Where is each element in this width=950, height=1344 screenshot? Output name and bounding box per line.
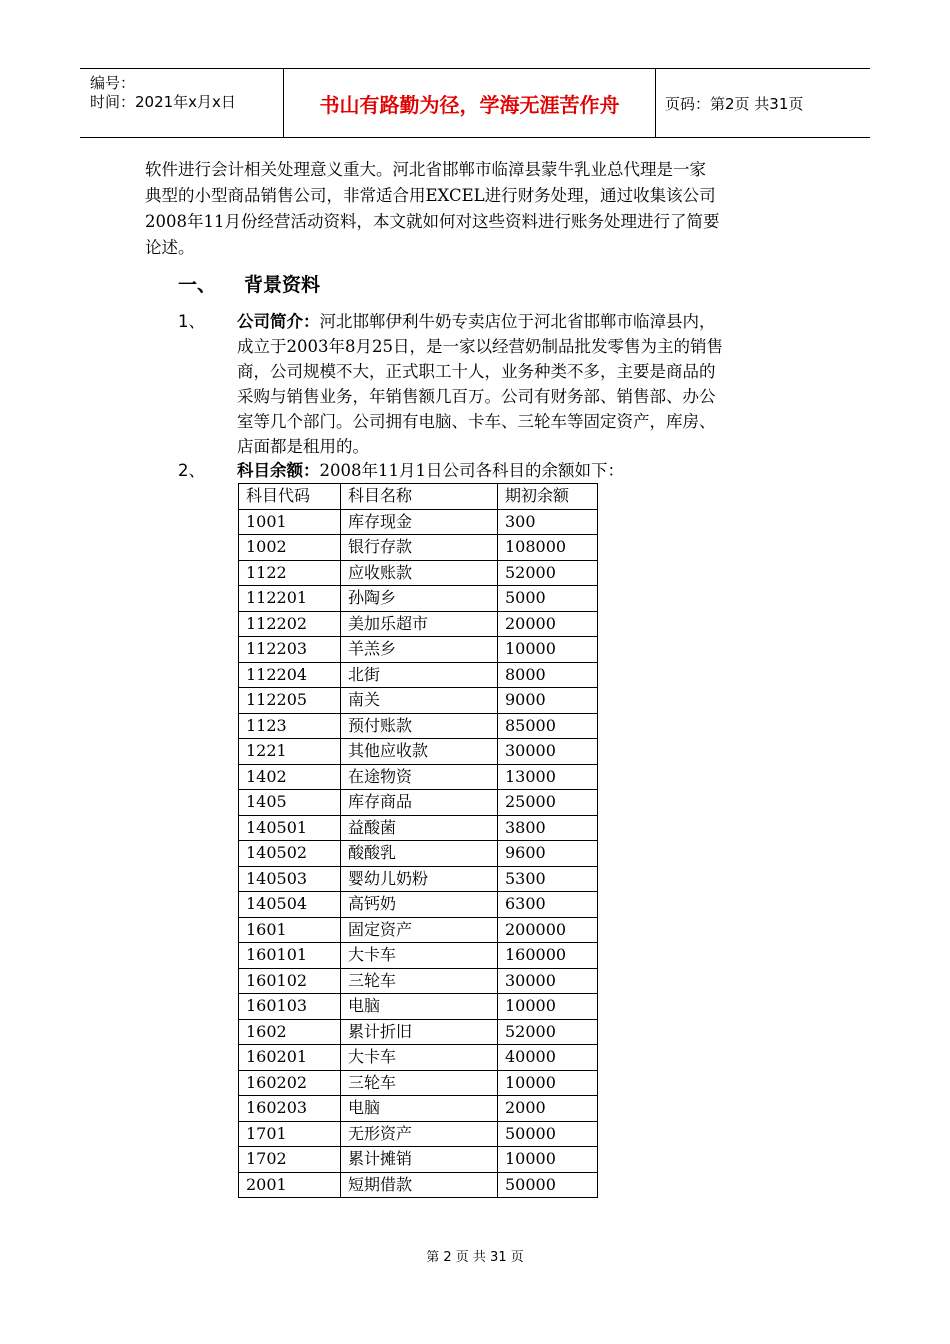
account-code-cell: 1405 bbox=[239, 790, 341, 816]
account-code-cell: 140503 bbox=[239, 866, 341, 892]
text-line: 室等几个部门。公司拥有电脑、卡车、三轮车等固定资产，库房、 bbox=[237, 412, 716, 431]
table-row bbox=[239, 739, 598, 765]
text-line: 2008年11月1日公司各科目的余额如下： bbox=[319, 461, 624, 480]
table-row bbox=[239, 688, 598, 714]
account-code-cell: 1002 bbox=[239, 535, 341, 561]
account-name-cell: 大卡车 bbox=[341, 943, 498, 969]
account-name-cell: 婴幼儿奶粉 bbox=[341, 866, 498, 892]
opening-balance-cell: 30000 bbox=[498, 739, 598, 765]
opening-balance-cell: 85000 bbox=[498, 713, 598, 739]
account-name-cell: 南关 bbox=[341, 688, 498, 714]
table-row bbox=[239, 637, 598, 663]
account-code-cell: 2001 bbox=[239, 1172, 341, 1198]
account-name-cell: 短期借款 bbox=[341, 1172, 498, 1198]
account-code-cell: 112203 bbox=[239, 637, 341, 663]
account-code-cell: 1701 bbox=[239, 1121, 341, 1147]
account-code-cell: 160202 bbox=[239, 1070, 341, 1096]
item-title: 科目余额： bbox=[237, 461, 320, 480]
table-row bbox=[239, 1019, 598, 1045]
table-row bbox=[239, 994, 598, 1020]
account-name-cell: 大卡车 bbox=[341, 1045, 498, 1071]
table-row bbox=[239, 815, 598, 841]
account-balance-text bbox=[237, 458, 812, 483]
table-row bbox=[239, 662, 598, 688]
account-name-cell: 累计摊销 bbox=[341, 1147, 498, 1173]
opening-balance-cell: 200000 bbox=[498, 917, 598, 943]
account-name-cell: 酸酸乳 bbox=[341, 841, 498, 867]
account-code-cell: 140502 bbox=[239, 841, 341, 867]
opening-balance-cell: 50000 bbox=[498, 1121, 598, 1147]
opening-balance-cell: 20000 bbox=[498, 611, 598, 637]
text-line: 河北邯郸伊利牛奶专卖店位于河北省邯郸市临漳县内， bbox=[319, 312, 716, 331]
opening-balance-cell: 3800 bbox=[498, 815, 598, 841]
table-row bbox=[239, 1096, 598, 1122]
table-row bbox=[239, 535, 598, 561]
opening-balance-cell: 160000 bbox=[498, 943, 598, 969]
account-code-cell: 1601 bbox=[239, 917, 341, 943]
table-row bbox=[239, 560, 598, 586]
table-row bbox=[239, 713, 598, 739]
account-code-cell: 140504 bbox=[239, 892, 341, 918]
opening-balance-cell: 52000 bbox=[498, 1019, 598, 1045]
opening-balance-cell: 50000 bbox=[498, 1172, 598, 1198]
page-footer: 第 2 页 共 31 页 bbox=[426, 1250, 524, 1265]
item-number: 2、 bbox=[178, 461, 205, 480]
account-code-cell: 160102 bbox=[239, 968, 341, 994]
account-code-cell: 112204 bbox=[239, 662, 341, 688]
account-name-cell: 无形资产 bbox=[341, 1121, 498, 1147]
text-line: 成立于2003年8月25日，是一家以经营奶制品批发零售为主的销售 bbox=[237, 337, 723, 356]
opening-balance-cell: 5300 bbox=[498, 866, 598, 892]
account-code-cell: 1221 bbox=[239, 739, 341, 765]
account-name-cell: 预付账款 bbox=[341, 713, 498, 739]
table-row bbox=[239, 1045, 598, 1071]
account-code-cell: 1702 bbox=[239, 1147, 341, 1173]
intro-line: 2008年11月份经营活动资料，本文就如何对这些资料进行账务处理进行了简要 bbox=[145, 212, 720, 231]
opening-balance-cell: 300 bbox=[498, 509, 598, 535]
opening-balance-cell: 30000 bbox=[498, 968, 598, 994]
section-title: 背景资料 bbox=[244, 274, 321, 296]
opening-balance-cell: 2000 bbox=[498, 1096, 598, 1122]
text-line: 店面都是租用的。 bbox=[237, 437, 369, 456]
account-name-cell: 库存商品 bbox=[341, 790, 498, 816]
opening-balance-cell: 108000 bbox=[498, 535, 598, 561]
opening-balance-cell: 13000 bbox=[498, 764, 598, 790]
number-label: 编号： bbox=[90, 74, 136, 92]
header-meta bbox=[80, 69, 283, 137]
table-header-row bbox=[239, 484, 598, 510]
account-code-cell: 1123 bbox=[239, 713, 341, 739]
text-line: 商，公司规模不大，正式职工十人，业务种类不多，主要是商品的 bbox=[237, 362, 716, 381]
account-code-cell: 160103 bbox=[239, 994, 341, 1020]
page-info: 页码：第2页 共31页 bbox=[665, 94, 804, 113]
column-header: 科目代码 bbox=[239, 484, 341, 510]
account-name-cell: 在途物资 bbox=[341, 764, 498, 790]
account-code-cell: 160203 bbox=[239, 1096, 341, 1122]
item-title: 公司简介： bbox=[237, 312, 320, 331]
opening-balance-cell: 25000 bbox=[498, 790, 598, 816]
account-name-cell: 累计折旧 bbox=[341, 1019, 498, 1045]
account-code-cell: 112205 bbox=[239, 688, 341, 714]
table-row bbox=[239, 1147, 598, 1173]
opening-balance-cell: 8000 bbox=[498, 662, 598, 688]
account-name-cell: 银行存款 bbox=[341, 535, 498, 561]
time-label: 时间：2021年x月x日 bbox=[90, 93, 236, 111]
header-motto bbox=[283, 69, 656, 137]
motto-text: 书山有路勤为径，学海无涯苦作舟 bbox=[319, 92, 620, 117]
intro-line: 软件进行会计相关处理意义重大。河北省邯郸市临漳县蒙牛乳业总代理是一家 bbox=[145, 160, 706, 179]
account-code-cell: 112201 bbox=[239, 586, 341, 612]
table-row bbox=[239, 968, 598, 994]
section-heading bbox=[178, 270, 320, 297]
item-number: 1、 bbox=[178, 312, 205, 331]
account-name-cell: 库存现金 bbox=[341, 509, 498, 535]
account-name-cell: 高钙奶 bbox=[341, 892, 498, 918]
column-header: 科目名称 bbox=[341, 484, 498, 510]
section-number: 一、 bbox=[178, 274, 217, 296]
account-name-cell: 其他应收款 bbox=[341, 739, 498, 765]
account-name-cell: 羊羔乡 bbox=[341, 637, 498, 663]
table-row bbox=[239, 764, 598, 790]
intro-paragraph bbox=[145, 157, 810, 261]
intro-line: 典型的小型商品销售公司，非常适合用EXCEL进行财务处理，通过收集该公司 bbox=[145, 186, 716, 205]
table-row bbox=[239, 509, 598, 535]
opening-balance-cell: 6300 bbox=[498, 892, 598, 918]
opening-balance-cell: 5000 bbox=[498, 586, 598, 612]
table-row bbox=[239, 586, 598, 612]
table-row bbox=[239, 1121, 598, 1147]
account-code-cell: 112202 bbox=[239, 611, 341, 637]
table-row bbox=[239, 841, 598, 867]
opening-balance-cell: 10000 bbox=[498, 1147, 598, 1173]
table-row bbox=[239, 917, 598, 943]
account-code-cell: 1122 bbox=[239, 560, 341, 586]
text-line: 采购与销售业务，年销售额几百万。公司有财务部、销售部、办公 bbox=[237, 387, 716, 406]
account-name-cell: 电脑 bbox=[341, 994, 498, 1020]
account-name-cell: 应收账款 bbox=[341, 560, 498, 586]
table-row bbox=[239, 790, 598, 816]
opening-balance-cell: 10000 bbox=[498, 637, 598, 663]
opening-balance-cell: 9000 bbox=[498, 688, 598, 714]
account-code-cell: 1602 bbox=[239, 1019, 341, 1045]
column-header: 期初余额 bbox=[498, 484, 598, 510]
account-name-cell: 三轮车 bbox=[341, 1070, 498, 1096]
opening-balance-cell: 10000 bbox=[498, 1070, 598, 1096]
opening-balance-cell: 10000 bbox=[498, 994, 598, 1020]
account-name-cell: 孙陶乡 bbox=[341, 586, 498, 612]
account-name-cell: 三轮车 bbox=[341, 968, 498, 994]
table-row bbox=[239, 1172, 598, 1198]
account-name-cell: 电脑 bbox=[341, 1096, 498, 1122]
page-header bbox=[80, 68, 870, 138]
account-name-cell: 益酸菌 bbox=[341, 815, 498, 841]
account-name-cell: 美加乐超市 bbox=[341, 611, 498, 637]
account-code-cell: 140501 bbox=[239, 815, 341, 841]
account-code-cell: 1402 bbox=[239, 764, 341, 790]
table-row bbox=[239, 611, 598, 637]
table-row bbox=[239, 1070, 598, 1096]
account-code-cell: 1001 bbox=[239, 509, 341, 535]
account-balance-table bbox=[238, 483, 598, 1198]
opening-balance-cell: 9600 bbox=[498, 841, 598, 867]
opening-balance-cell: 40000 bbox=[498, 1045, 598, 1071]
table-row bbox=[239, 943, 598, 969]
account-name-cell: 北街 bbox=[341, 662, 498, 688]
account-name-cell: 固定资产 bbox=[341, 917, 498, 943]
account-code-cell: 160201 bbox=[239, 1045, 341, 1071]
table-row bbox=[239, 892, 598, 918]
company-intro-text bbox=[237, 309, 812, 459]
opening-balance-cell: 52000 bbox=[498, 560, 598, 586]
account-code-cell: 160101 bbox=[239, 943, 341, 969]
intro-line: 论述。 bbox=[145, 238, 195, 257]
table-row bbox=[239, 866, 598, 892]
